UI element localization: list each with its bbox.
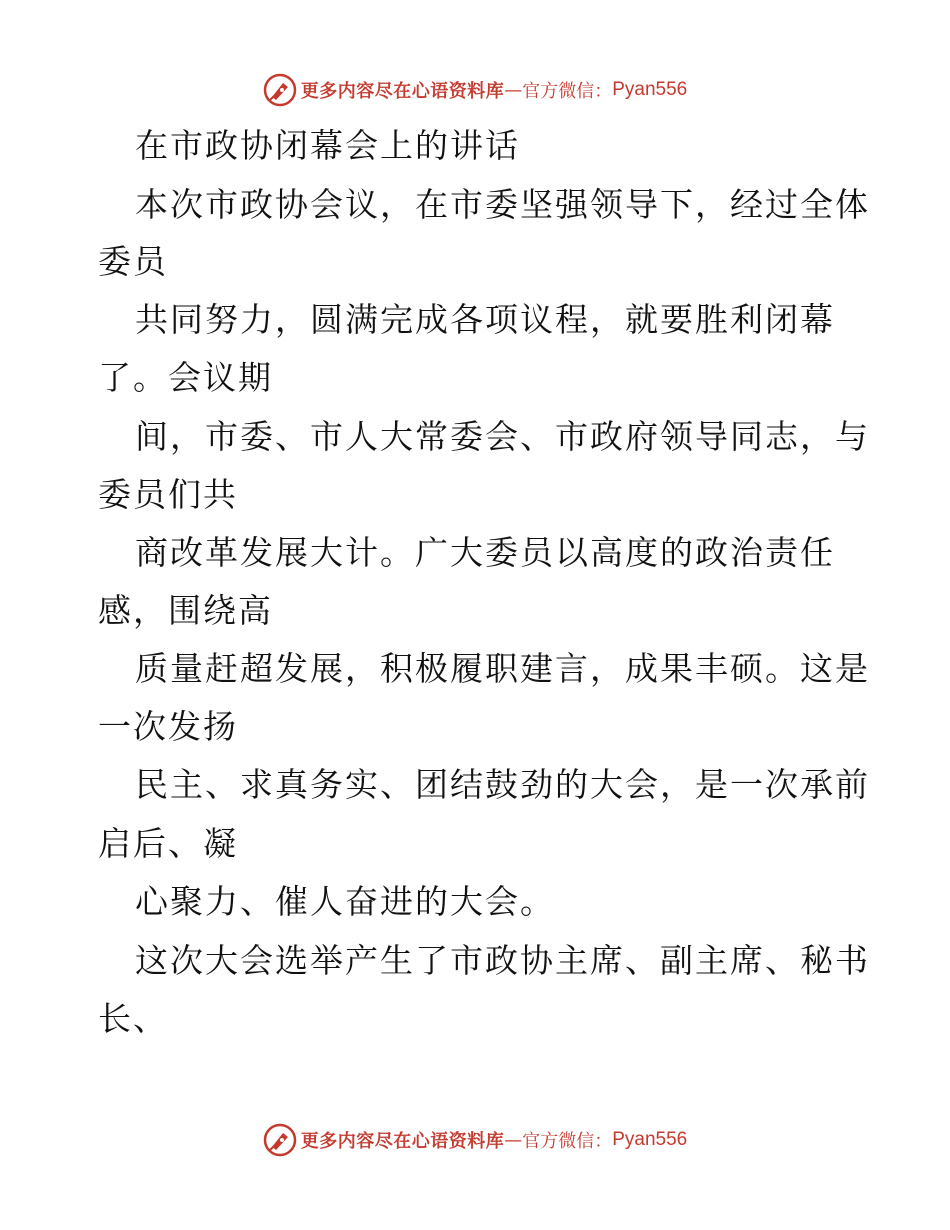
banner-wechat-id: Pyan556	[612, 1129, 688, 1150]
paragraph-line: 这次大会选举产生了市政协主席、副主席、秘书	[135, 941, 870, 980]
paragraph-line: 了。会议期	[98, 358, 273, 397]
banner-wechat-label: 官方微信：	[522, 81, 613, 102]
paragraph-line: 启后、凝	[98, 824, 238, 863]
paragraph-line: 质量赶超发展，积极履职建言，成果丰硕。这是	[135, 649, 870, 688]
paragraph-line: 心聚力、催人奋进的大会。	[135, 882, 555, 921]
footer-watermark-banner	[0, 1120, 950, 1160]
header-watermark-banner	[0, 70, 950, 110]
paragraph-line: 一次发扬	[98, 707, 238, 746]
paragraph-line: 间，市委、市人大常委会、市政府领导同志，与	[135, 417, 870, 456]
pen-nib-logo-icon	[263, 1123, 297, 1157]
pen-nib-logo-icon	[263, 73, 297, 107]
paragraph-line: 民主、求真务实、团结鼓劲的大会，是一次承前	[135, 765, 870, 804]
banner-dash: —	[504, 79, 523, 101]
document-title: 在市政协闭幕会上的讲话	[135, 126, 520, 165]
paragraph-line: 共同努力，圆满完成各项议程，就要胜利闭幕	[135, 300, 835, 339]
banner-main-text: 更多内容尽在心语资料库	[300, 81, 505, 102]
paragraph-line: 委员	[98, 242, 168, 281]
banner-wechat-id: Pyan556	[612, 79, 688, 100]
paragraph-line: 感，围绕高	[98, 591, 273, 630]
banner-main-text: 更多内容尽在心语资料库	[300, 1131, 505, 1152]
banner-dash: —	[504, 1129, 523, 1151]
paragraph-line: 委员们共	[98, 475, 238, 514]
paragraph-line: 本次市政协会议，在市委坚强领导下，经过全体	[135, 185, 870, 224]
paragraph-line: 商改革发展大计。广大委员以高度的政治责任	[135, 533, 835, 572]
paragraph-line: 长、	[98, 999, 168, 1038]
banner-wechat-label: 官方微信：	[522, 1131, 613, 1152]
